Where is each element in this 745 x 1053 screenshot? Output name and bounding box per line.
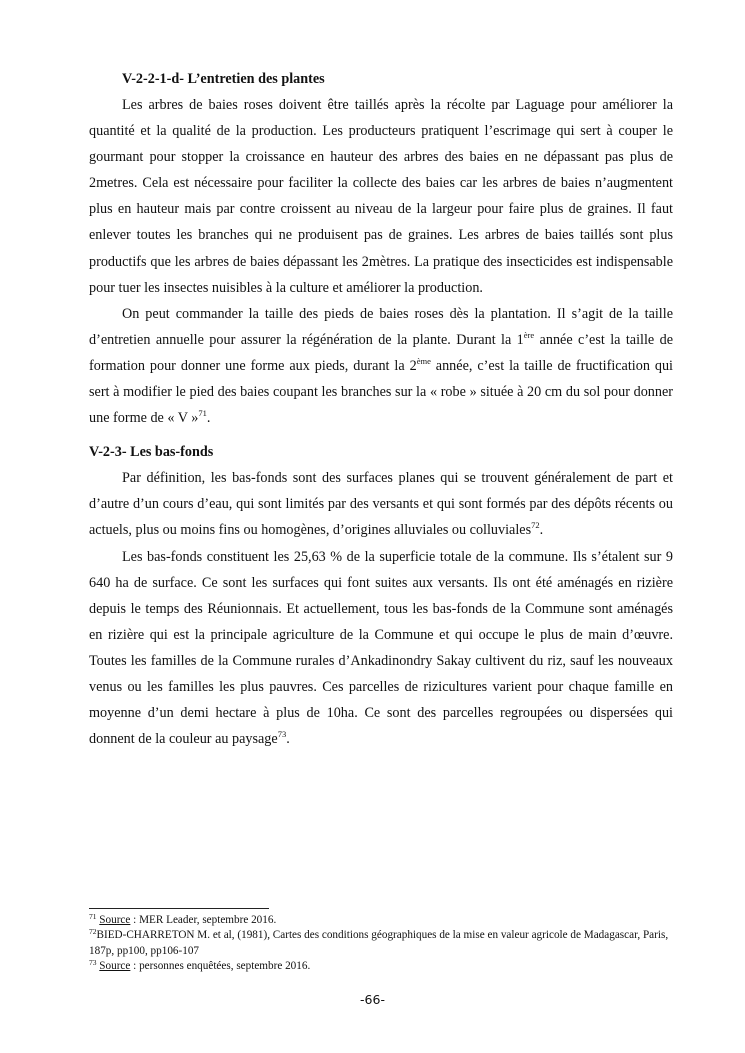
superscript: ème bbox=[416, 355, 431, 366]
page-number: -66- bbox=[360, 992, 385, 1007]
paragraph: Par définition, les bas-fonds sont des surfaces planes qui se trouvent généralement de part et d’autre d’un cours d’eau, qui sont limités par des versants et qui sont formés par des dépôts récents ou actuels, plus ou moins fins ou homogènes, d’origines alluviales ou colluviales$^{72}$. bbox=[89, 470, 673, 539]
footnote-ref[interactable]: 72 bbox=[531, 520, 540, 531]
paragraph: On peut commander la taille des pieds de baies roses dès la plantation. Il s’agit de la taille d’entretien annuelle pour assurer la régénération de la plante. Durant la 1ère année c’est la taille de formation pour donner une forme aux pieds, durant la 2ème année, c’est la taille de fructification qui sert à modifier le pied des baies coupant les branches sur la « robe » située à 20 cm du sol pour donner une forme de « V »$^{71}$. bbox=[89, 305, 673, 427]
paragraph: Les arbres de baies roses doivent être taillés après la récolte par Laguage pour améliorer la quantité et la qualité de la production. Les producteurs pratiquent l’escrimage qui sert à couper le gourmant pour stopper la croissance en hauteur des arbres des baies en ne dépassant pas plus de 2metres. Cela est nécessaire pour faciliter la collecte des baies car les arbres de baies n’augmentent plus en hauteur mais par contre croissent au niveau de la largeur pour faire plus de graines. Il faut enlever toutes les branches qui ne produisent pas de graines. Les arbres de baies taillés sont plus productifs que les arbres de baies dépassant les 2mètres. La pratique des insecticides est indispensable pour tuer les insectes nuisibles à la culture et améliorer la production. bbox=[89, 97, 673, 296]
footnote-divider bbox=[89, 908, 269, 909]
superscript: ère bbox=[523, 329, 535, 340]
footnotes bbox=[89, 913, 673, 975]
footnote-ref[interactable]: 73 bbox=[277, 729, 287, 740]
footnote: $^{71}$ Source : MER Leader, septembre 2016. bbox=[89, 912, 277, 926]
paragraph: Les bas-fonds constituent les 25,63 % de la superficie totale de la commune. Ils s’étalent sur 9 640 ha de surface. Ce sont les surfaces qui font suites aux versants. Ils ont été aménagés en rizière depuis le temps des Réunionnais. Et actuellement, tous les bas-fonds de la Commune sont aménagés en rizière qui est la principale agriculture de la Commune et qui occupe le plus de main d’œuvre. Toutes les familles de la Commune rurales d’Ankadinondry Sakay cultivent du riz, sauf les nouveaux venus ou les familles les plus pauvres. Ces parcelles de rizicultures varient pour chaque famille en moyenne d’un demi hectare à plus de 10ha. Ce sont des parcelles regroupées ou dispersées qui donnent de la couleur au paysage$^{73}$. bbox=[89, 548, 673, 748]
subsection-heading: V-2-2-1-d- L’entretien des plantes bbox=[122, 71, 325, 87]
body-text bbox=[89, 66, 673, 752]
section-heading: V-2-3- Les bas-fonds bbox=[89, 444, 214, 461]
footnote-ref[interactable]: 71 bbox=[198, 408, 207, 419]
footnote: $^{72}$BIED-CHARRETON M. et al, (1981), Cartes des conditions géographiques de la mise en valeur agricole de Madagascar, Paris, 187p, pp100, pp106-107 bbox=[89, 927, 669, 957]
footnote: $^{73}$ Source : personnes enquêtées, septembre 2016. bbox=[89, 958, 311, 973]
